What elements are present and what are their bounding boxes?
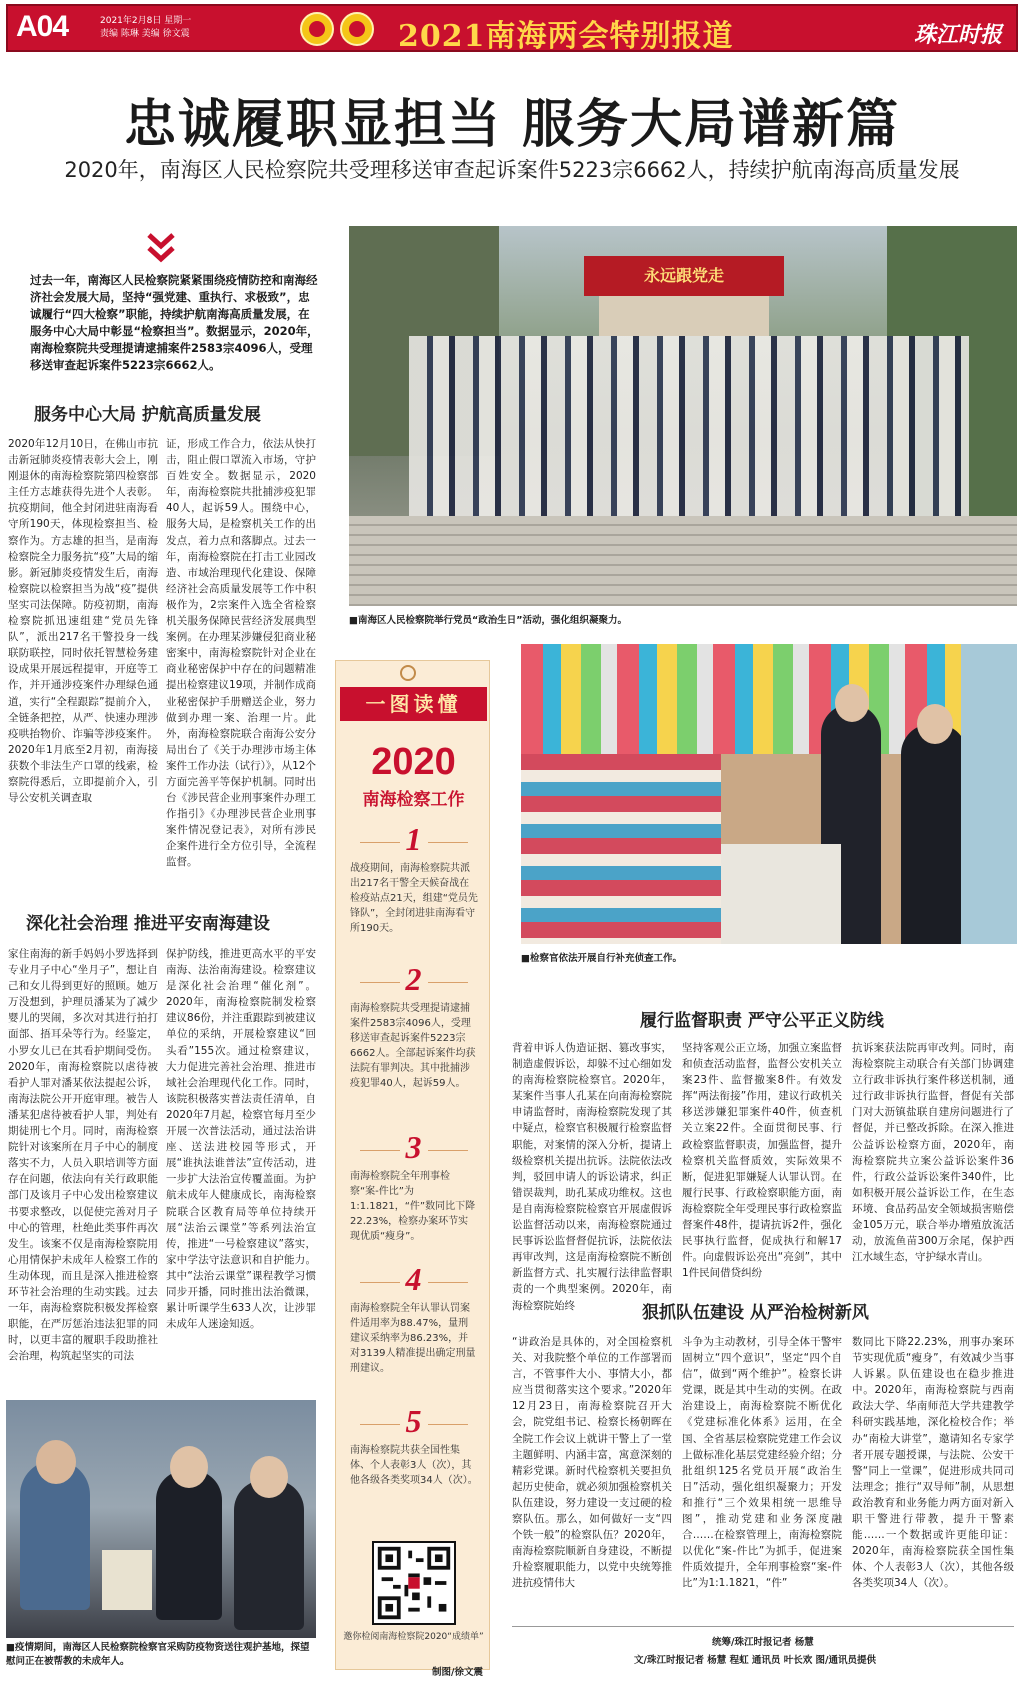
article-column: “讲政治是具体的，对全国检察机关、对我院整个单位的工作部署而言，不管事件大小、事情大小，都应当贯彻落实这个要求。”2020年12月23日，南海检察院召开大会，院党组书记、检察长杨朝晖在全院工作会议上就讲干警上了一堂主题鲜明、内涵丰富，寓意深刻的精彩党课。新时代检察机关要担负起历史使命，就必须加强检察机关队伍建设，努力建设一支过硬的检察队伍。那么，如何做好一支“四个铁一般”的检察队伍？2020年，南海检察院顺新自身建设，不断提升检察履职能力，以党中央统筹推进抗疫情伟大 xyxy=(512,1336,672,1590)
article-column: 斗争为主动教材，引导全体干警牢固树立“四个意识”，坚定“四个自信”，做到“两个维护”。检察长讲党课，既是其中生动的实例。在政治建设上，南海检察院不断优化《党建标准化体系》运用，在全国、全省基层检察院党建工作会议上做标准化基层党建经验介绍；分批组织125名党员开展“政治生日”活动，强化组织凝聚力；开发和推行“三个效果相统一思维导图”，推动党建和业务深度融合……在检察管理上，南海检察院以优化“案-件比”为抓手，促进案件质效提升，全年刑事检察“案-件比”为1:1.1821，“件” xyxy=(682,1336,842,1590)
photo-shop-investigation xyxy=(521,644,1017,944)
photo-group-party-event xyxy=(349,226,1017,606)
section-title-supervision: 履行监督职责 严守公平正义防线 xyxy=(640,1011,884,1031)
page-number: A04 xyxy=(16,10,69,43)
photo-caption: ■南海区人民检察院举行党员“政治生日”活动，强化组织凝聚力。 xyxy=(349,615,627,626)
article-column: 数同比下降22.23%，刑事办案环节实现优质“瘦身”，有效减少当事人诉累。队伍建设也在稳步推进中。2020年，南海检察院与西南政法大学、华南师范大学共建教学科研实践基地，深化检校合作；举办“南检大讲堂”，邀请知名专家学者开展专题授课，与法院、公安干警“同上一堂课”，促进形成共同司法理念；推行“双导师”制，从思想政治教育和业务能力两方面对新入职干警进行带教，提升干警素能……一个数据或许更能印证：2020年，南海检察院获全国性集体、个人表彰3人（次），其他各级各类奖项34人（次）。 xyxy=(852,1336,1014,1590)
section-title-governance: 深化社会治理 推进平安南海建设 xyxy=(26,914,270,934)
cppcc-emblem-icon xyxy=(340,12,374,46)
newspaper-logo: 珠江时报 xyxy=(913,22,1002,48)
photo-caption: ■疫情期间，南海区人民检察院检察官采购防疫物资送往观护基地，探望慰问正在被帮教的未成年人。 xyxy=(6,1642,310,1667)
qr-code-icon[interactable] xyxy=(372,1541,456,1625)
issue-date xyxy=(100,15,191,41)
chevron-down-icon xyxy=(146,232,176,266)
item-number: 3 xyxy=(336,1129,491,1166)
banner-sign: 永远跟党走 xyxy=(584,256,784,296)
item-text: 南海检察院共受理提请逮捕案件2583宗4096人，受理移送审查起诉案件5223宗6662人。全部起诉案件均获法院有罪判决。其中批捕涉疫犯罪40人，起诉59人。 xyxy=(350,1003,476,1089)
article-column: 坚持客观公正立场，加强立案监督和侦查活动监督，监督公安机关立案23件、监督撤案8件。有效发挥“两法衔接”作用，建议行政机关移送涉嫌犯罪案件40件，侦查机关立案22件。全面贯彻民事、行政检察监督职责，加强监督，提升检察机关监督质效，实际效果不断，促进犯罪嫌疑人认罪认罚。在履行民事、行政检察职能方面，南海检察院全年受理民事行政检察监督案件48件，提请抗诉2件，强化民事执行监督，促成执行和解17件。向虚假诉讼亮出“亮剑”，其中1件民间借贷纠纷 xyxy=(682,1042,842,1280)
coordinator-credit: 统筹/珠江时报记者 杨慧 xyxy=(712,1637,814,1648)
divider xyxy=(512,1626,1014,1627)
author-credit: 文/珠江时报记者 杨慧 程虹 通讯员 叶长欢 图/通讯员提供 xyxy=(634,1655,876,1666)
lead-paragraph: 过去一年，南海区人民检察院紧紧围绕疫情防控和南海经济社会发展大局，坚持“强党建、重执行、求极致”，忠诚履行“四大检察”职能，持续护航南海高质量发展，在服务中心大局中彰显“检察担当”。数据显示，2020年，南海检察院共受理提请逮捕案件2583宗4096人，受理移送审查起诉案件5223宗6662人。 xyxy=(30,273,319,372)
item-text: 南海检察院全年刑事检察“案-件比”为1:1.1821，“件”数同比下降22.23%，检察办案环节实现优质“瘦身”。 xyxy=(350,1171,476,1242)
main-headline: 忠诚履职显担当 服务大局谱新篇 xyxy=(123,94,901,155)
infographic-year: 2020 xyxy=(371,741,456,783)
qr-caption: 邀你检阅南海检察院2020“成绩单” xyxy=(343,1632,484,1642)
infographic-title: 南海检察工作 xyxy=(362,790,465,810)
panel-pin-icon xyxy=(400,665,416,681)
date-line: 2021年2月8日 星期一 xyxy=(100,16,192,26)
infographic-panel xyxy=(335,660,490,1670)
design-credit: 制图/徐文震 xyxy=(432,1667,483,1678)
article-column: 抗诉案获法院再审改判。同时，南海检察院主动联合有关部门协调建立行政非诉执行案件移送机制，通过行政非诉执行监督，督促有关部门对大沥镇盐联自建房问题进行了督促，并已整改拆除。在深入推进公益诉讼检察方面，2020年，南海检察院共立案公益诉讼案件36件，行政公益诉讼案件340件，比如积极开展公益诉讼工作，在生态环境、食品药品安全领域损害赔偿金105万元，联合举办增殖放流活动，放流鱼苗300万余尾，保护西江水域生态，守护绿水青山。 xyxy=(852,1042,1014,1264)
item-text: 南海检察院全年认罪认罚案件适用率为88.47%，量刑建议采纳率为86.23%，并对3139人精准提出确定刑量刑建议。 xyxy=(350,1303,476,1374)
item-number: 2 xyxy=(336,961,491,998)
sub-headline: 2020年，南海区人民检察院共受理移送审查起诉案件5223宗6662人，持续护航南海高质量发展 xyxy=(64,158,960,182)
section-title-team: 狠抓队伍建设 从严治检树新风 xyxy=(642,1303,869,1323)
item-number: 4 xyxy=(336,1261,491,1298)
banner-title: 2021南海两会特别报道 xyxy=(398,19,734,54)
photo-minors-visit xyxy=(6,1400,316,1638)
article-column: 证，形成工作合力，依法从快打击，阻止假口罩流入市场，守护百姓安全。数据显示，2020年，南海检察院共批捕涉疫犯罪40人，起诉59人。围绕中心，服务大局，是检察机关工作的出发点，着力点和落脚点。过去一年，南海检察院在打击工业园改造、市域治理现代化建设、保障经济社会高质量发展等工作中积极作为，2宗案件入选全省检察机关服务保障民营经济发展典型案例。在办理某涉嫌侵犯商业秘密案中，南海检察院针对企业在商业秘密保护中存在的问题精准提出检察建议19项，并制作成商业秘密保护手册赠送企业，努力做到办理一案、治理一片。此外，南海检察院联合南海公安分局出台了《关于办理涉市场主体案件工作办法（试行）》，从12个方面完善平等保护机制。同时出台《涉民营企业刑事案件办理工作指引》《办理涉民营企业刑事案件情况登记表》，对所有涉民企案件进行全方位引导，全流程监督。 xyxy=(166,438,316,869)
article-column: 背着申诉人伪造证据、篡改事实，制造虚假诉讼，却躲不过心细如发的南海检察院检察官。2020年，某案件当事人孔某在向南海检察院申请监督时，南海检察院发现了其中疑点，检察官积极履行检察监督职能，对案情的深入分析，提请上级检察机关提出抗诉。法院依法改判，驳回申请人的诉讼请求，纠正错误裁判，助孔某成功维权。这也是自南海检察院检察官开展虚假诉讼监督活动以来，南海检察院通过民事诉讼监督督促抗诉，法院依法再审改判，这是南海检察院不断创新监督方式、扎实履行法律监督职责的一个典型案例。2020年，南海检察院始终 xyxy=(512,1042,672,1312)
section-title-service: 服务中心大局 护航高质量发展 xyxy=(34,405,261,425)
photo-caption: ■检察官依法开展自行补充侦查工作。 xyxy=(521,953,682,964)
national-emblem-icon xyxy=(300,12,334,46)
page-header-band xyxy=(6,4,1018,52)
editor-line: 责编 陈琳 美编 徐文震 xyxy=(100,29,190,39)
article-column: 家住南海的新手妈妈小罗选择到专业月子中心“坐月子”，想让自己和女儿得到更好的照顾。她万万没想到，护理员潘某为了减少婴儿的哭闹，多次对其进行拍打面部、捂耳朵等行为。经鉴定，小罗女儿已在其看护期间受伤。2020年，南海检察院以虐待被看护人罪对潘某依法提起公诉，南海法院公开开庭审理。被告人潘某犯虐待被看护人罪，判处有期徒刑七个月。同时，南海检察院针对该案所在月子中心的制度落实不力，人员入职培训等方面存在问题，依法向有关行政职能部门及该月子中心发出检察建议书要求整改，以促使完善对月子中心的管理，杜绝此类事件再次发生。该案不仅是南海检察院用心用情保护未成年人检察工作的生动体现，而且是深入推进检察环节社会治理的生动实践。过去一年，南海检察院积极发挥检察职能，在严厉惩治违法犯罪的同时，以更丰富的履职手段助推社会治理，构筑起坚实的司法 xyxy=(8,948,158,1363)
item-text: 南海检察院共获全国性集体、个人表彰3人（次），其他各级各类奖项34人（次）。 xyxy=(350,1445,478,1486)
item-text: 战疫期间，南海检察院共派出217名干警全天候奋战在检疫站点21天，组建“党员先锋队”，全封闭进驻南海看守所190天。 xyxy=(350,863,478,934)
infographic-tag: 一图读懂 xyxy=(340,687,487,721)
item-number: 1 xyxy=(336,821,491,858)
item-number: 5 xyxy=(336,1403,491,1440)
article-column: 保护防线，推进更高水平的平安南海、法治南海建设。检察建议是深化社会治理“催化剂”。2020年，南海检察院制发检察建议86份，并注重跟踪到被建议单位的采纳，开展检察建议“回头看”155次。通过检察建议，大力促进完善社会治理、推进市域社会治理现代化工作。同时，该院积极落实普法责任清单，自2020年7月起，检察官每月至少开展一次普法活动，通过法治讲座、送法进校园等形式，开展“谁执法谁普法”宣传活动，进一步扩大法治宣传覆盖面。为护航未成年人健康成长，南海检察院联合区教育局等单位持续开展“法治云课堂”等系列法治宣传，推进“一号检察建议”落实，家中学法守法意识和自护能力。其中“法治云课堂”课程教学习惯同步开播，同时推出法治微课，累计听课学生633人次，让涉罪未成年人迷途知返。 xyxy=(166,948,316,1331)
article-column: 2020年12月10日，在佛山市抗击新冠肺炎疫情表彰大会上，刚刚退休的南海检察院第四检察部主任方志雄获得先进个人表彰。抗疫期间，他全封闭进驻南海看守所190天，体现检察担当、检察作为。方志雄的担当，是南海检察院全力服务抗“疫”大局的缩影。新冠肺炎疫情发生后，南海检察院以检察担当为战“疫”提供坚实司法保障。防疫初期，南海检察院抓迅速组建“党员先锋队”，派出217名干警投身一线联防联控，同时依托智慧检务建设成果开展远程提审，开庭等工作，并开通涉疫案件办理绿色通道，实行“全程跟踪”提前介入，全链条把控，从严、快速办理涉疫哄抬物价、诈骗等涉疫案件。2020年1月底至2月初，南海接获数个非法生产口罩的线索，检察院得悉后，立即提前介入，引导公安机关调查取 xyxy=(8,438,158,805)
